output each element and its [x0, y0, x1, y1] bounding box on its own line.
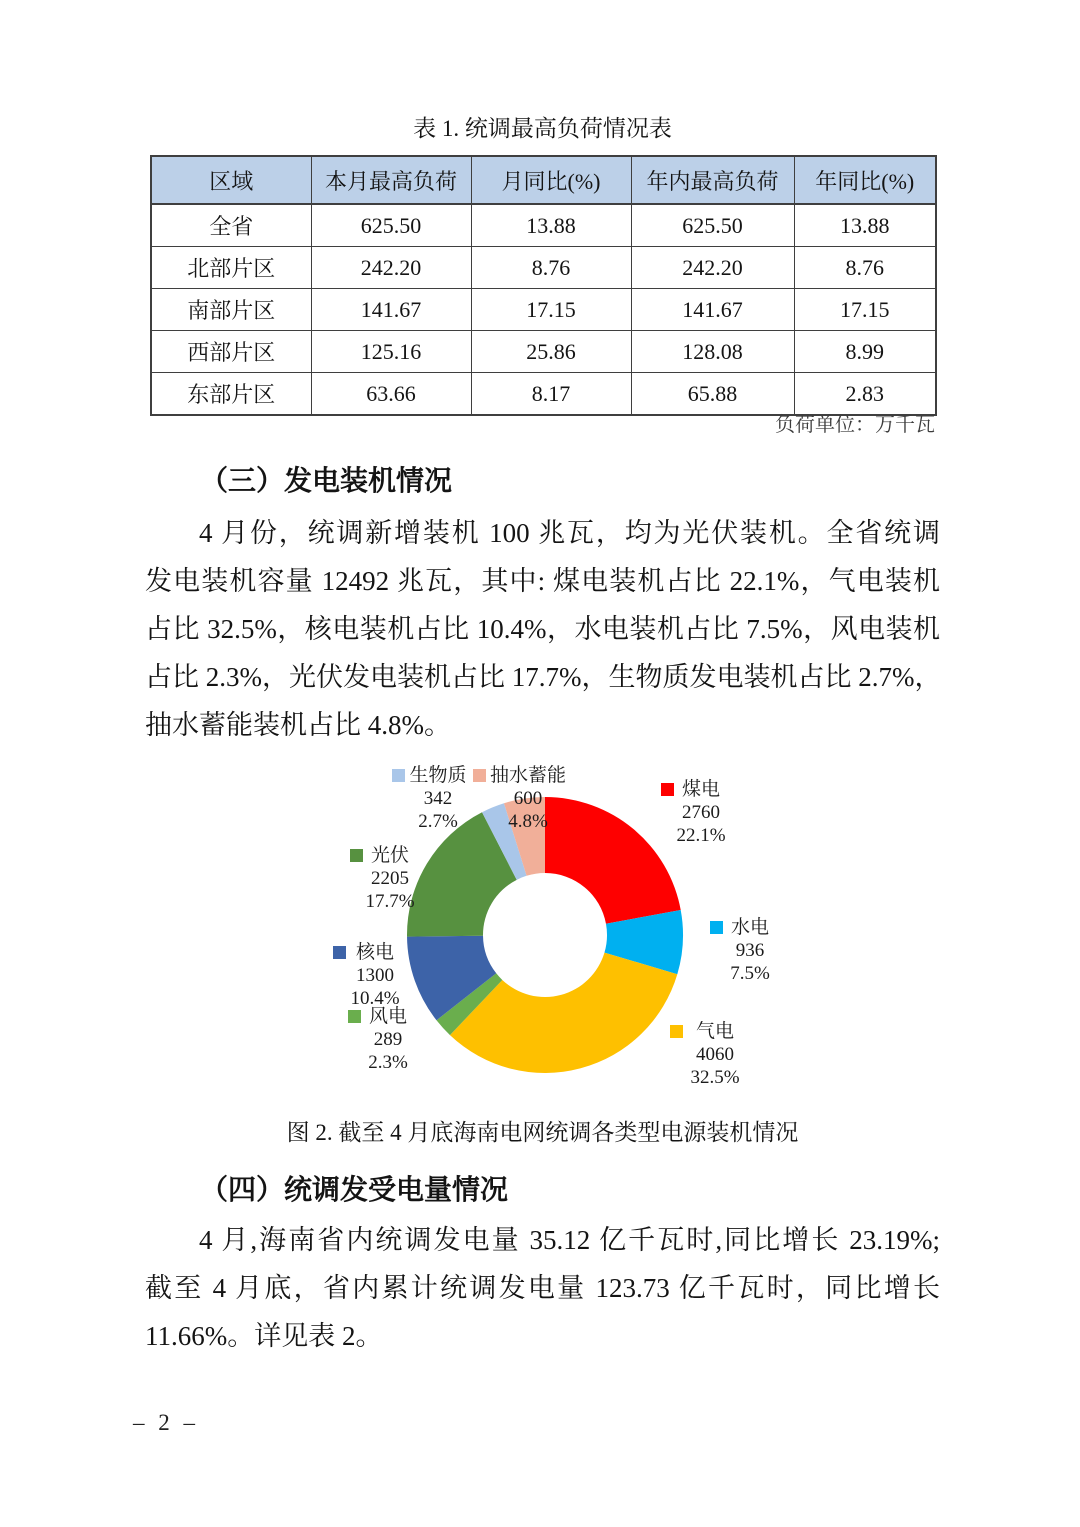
- legend-wind-pct: 2.3%: [368, 1052, 408, 1073]
- section4-heading: （四）统调发受电量情况: [200, 1175, 509, 1206]
- legend-nuclear: [333, 941, 417, 1010]
- legend-gas-pct: 32.5%: [690, 1067, 740, 1088]
- legend-wind-swatch-icon: [348, 1010, 361, 1023]
- legend-biomass-name: 生物质: [409, 765, 467, 786]
- cell-value: 128.08: [631, 331, 794, 373]
- load-unit-note: 负荷单位：万千瓦: [775, 414, 935, 436]
- legend-gas-name: 气电: [695, 1021, 734, 1042]
- figure2-caption: 图 2. 截至 4 月底海南电网统调各类型电源装机情况: [286, 1120, 799, 1145]
- cell-value: 17.15: [471, 289, 631, 331]
- column-header: 本月最高负荷: [311, 156, 471, 204]
- cell-value: 125.16: [311, 331, 471, 373]
- paragraph-line: 占比 32.5%，核电装机占比 10.4%，水电装机占比 7.5%，风电装机: [145, 614, 940, 644]
- paragraph-line: 11.66%。详见表 2。: [145, 1321, 383, 1351]
- section3-heading: （三）发电装机情况: [200, 466, 453, 497]
- legend-solar-swatch-icon: [350, 849, 363, 862]
- table-row: [151, 331, 936, 373]
- legend-biomass-value: 342: [423, 788, 453, 809]
- legend-coal-swatch-icon: [661, 783, 674, 796]
- table-row: [151, 204, 936, 247]
- legend-pumped: [473, 764, 583, 833]
- legend-hydro-value: 936: [735, 940, 765, 961]
- legend-hydro-pct: 7.5%: [730, 963, 770, 984]
- cell-value: 8.17: [471, 373, 631, 416]
- row-label: 全省: [151, 204, 311, 247]
- cell-value: 141.67: [631, 289, 794, 331]
- paragraph-line: 截至 4 月底，省内累计统调发电量 123.73 亿千瓦时，同比增长: [145, 1273, 940, 1303]
- cell-value: 8.76: [794, 247, 936, 289]
- paragraph-line: 4 月份，统调新增装机 100 兆瓦，均为光伏装机。全省统调: [199, 518, 940, 548]
- column-header: 年内最高负荷: [631, 156, 794, 204]
- legend-hydro-swatch-icon: [710, 921, 723, 934]
- column-header: 月同比(%): [471, 156, 631, 204]
- legend-coal-name: 煤电: [681, 779, 720, 800]
- section4-paragraph: [145, 1216, 940, 1360]
- legend-solar-value: 2205: [371, 868, 409, 889]
- cell-value: 17.15: [794, 289, 936, 331]
- legend-nuclear-value: 1300: [356, 965, 394, 986]
- legend-nuclear-swatch-icon: [333, 946, 346, 959]
- cell-value: 2.83: [794, 373, 936, 416]
- cell-value: 8.76: [471, 247, 631, 289]
- legend-coal-pct: 22.1%: [676, 825, 726, 846]
- max-load-table-header: [151, 156, 936, 204]
- max-load-table: [150, 155, 937, 416]
- legend-solar: [350, 844, 430, 913]
- legend-solar-pct: 17.7%: [365, 891, 415, 912]
- paragraph-line: 4 月,海南省内统调发电量 35.12 亿千瓦时,同比增长 23.19%;: [199, 1225, 940, 1255]
- cell-value: 63.66: [311, 373, 471, 416]
- legend-wind: [348, 1005, 428, 1074]
- row-label: 东部片区: [151, 373, 311, 416]
- legend-pumped-value: 600: [513, 788, 543, 809]
- legend-nuclear-name: 核电: [355, 942, 394, 963]
- legend-coal: [661, 778, 741, 847]
- legend-hydro-name: 水电: [730, 917, 769, 938]
- legend-wind-name: 风电: [368, 1006, 407, 1027]
- cell-value: 25.86: [471, 331, 631, 373]
- legend-gas: [670, 1020, 760, 1089]
- legend-pumped-name: 抽水蓄能: [489, 765, 566, 786]
- legend-biomass: [392, 764, 484, 833]
- column-header: 区域: [151, 156, 311, 204]
- cell-value: 65.88: [631, 373, 794, 416]
- legend-pumped-swatch-icon: [473, 769, 486, 782]
- cell-value: 242.20: [631, 247, 794, 289]
- column-header: 年同比(%): [794, 156, 936, 204]
- paragraph-line: 发电装机容量 12492 兆瓦，其中: 煤电装机占比 22.1%，气电装机: [145, 566, 940, 596]
- cell-value: 242.20: [311, 247, 471, 289]
- legend-coal-value: 2760: [682, 802, 720, 823]
- table-row: [151, 289, 936, 331]
- page-number: – 2 –: [133, 1410, 199, 1435]
- legend-hydro: [710, 916, 790, 985]
- paragraph-line: 抽水蓄能装机占比 4.8%。: [145, 710, 451, 740]
- row-label: 西部片区: [151, 331, 311, 373]
- row-label: 南部片区: [151, 289, 311, 331]
- cell-value: 13.88: [794, 204, 936, 247]
- legend-pumped-pct: 4.8%: [508, 811, 548, 832]
- legend-gas-value: 4060: [696, 1044, 734, 1065]
- cell-value: 141.67: [311, 289, 471, 331]
- installed-capacity-donut-chart: [330, 752, 790, 1112]
- legend-biomass-pct: 2.7%: [418, 811, 458, 832]
- cell-value: 8.99: [794, 331, 936, 373]
- legend-solar-name: 光伏: [370, 845, 409, 866]
- paragraph-line: 占比 2.3%，光伏发电装机占比 17.7%，生物质发电装机占比 2.7%，: [145, 662, 942, 692]
- row-label: 北部片区: [151, 247, 311, 289]
- cell-value: 625.50: [631, 204, 794, 247]
- table1-title: 表 1. 统调最高负荷情况表: [413, 116, 672, 141]
- cell-value: 13.88: [471, 204, 631, 247]
- cell-value: 625.50: [311, 204, 471, 247]
- legend-gas-swatch-icon: [670, 1025, 683, 1038]
- max-load-table-body: [151, 204, 936, 415]
- legend-wind-value: 289: [373, 1029, 403, 1050]
- section3-paragraph: [145, 509, 940, 749]
- table-row: [151, 247, 936, 289]
- legend-biomass-swatch-icon: [392, 769, 405, 782]
- legend-nuclear-pct: 10.4%: [350, 988, 400, 1009]
